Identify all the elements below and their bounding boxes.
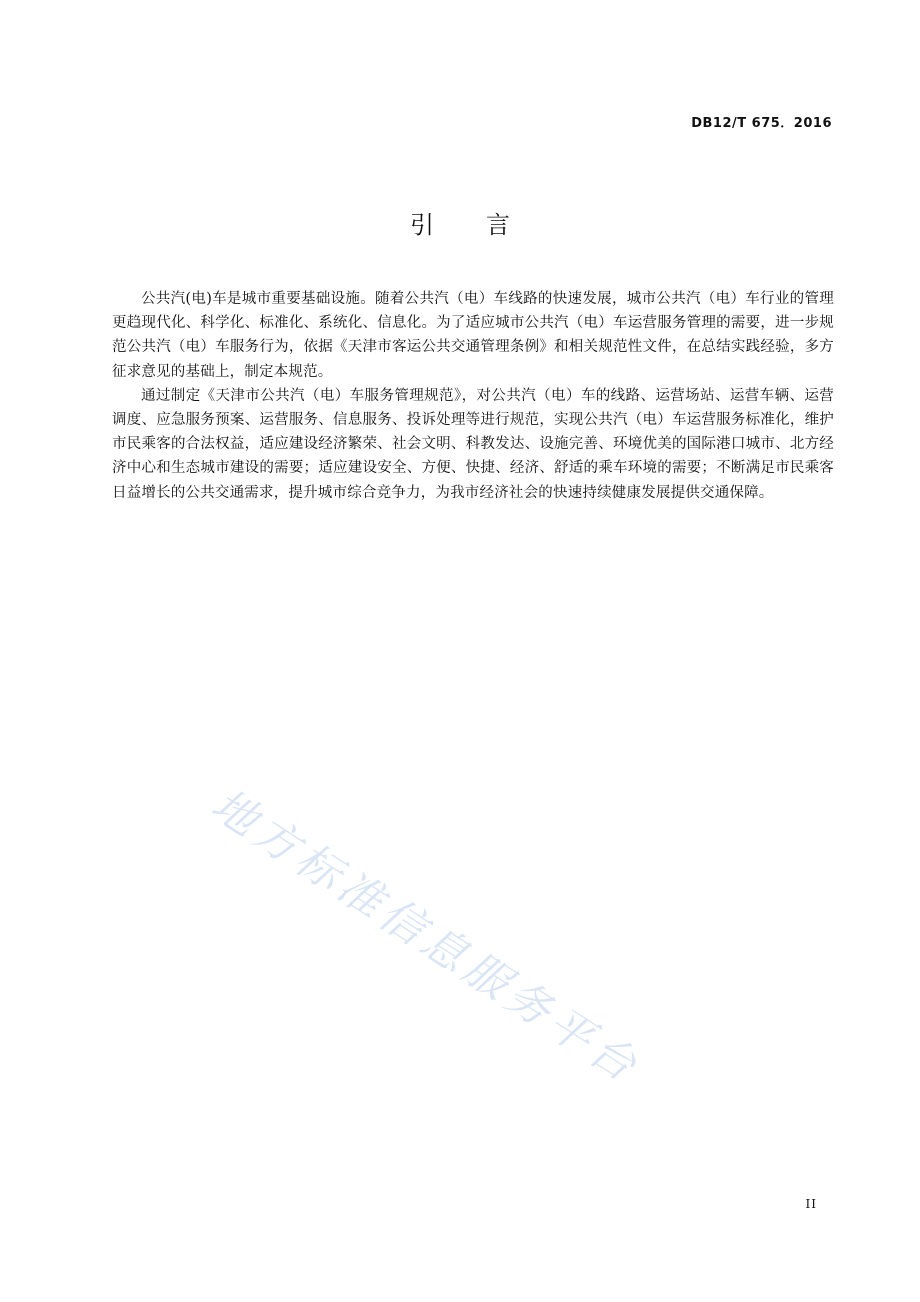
watermark-text: 地方标准信息服务平台 — [202, 779, 650, 1095]
paragraph-1: 公共汽(电)车是城市重要基础设施。随着公共汽（电）车线路的快速发展，城市公共汽（电）车行业的管理更趋现代化、科学化、标准化、系统化、信息化。为了适应城市公共汽（电）车运营服务管理的需要，进一步规范公共汽（电）车服务行为，依据《天津市客运公共交通管理条例》和相关规范性文件，在总结实践经验，多方征求意见的基础上，制定本规范。 — [112, 291, 834, 380]
standard-code: DB12/T 675．2016 — [691, 116, 832, 131]
page-number: II — [805, 1197, 817, 1211]
introduction-body — [112, 287, 834, 505]
section-title: 引言 — [410, 211, 562, 239]
paragraph-2: 通过制定《天津市公共汽（电）车服务管理规范》，对公共汽（电）车的线路、运营场站、运营车辆、运营调度、应急服务预案、运营服务、信息服务、投诉处理等进行规范，实现公共汽（电）车运营服务标准化，维护市民乘客的合法权益，适应建设经济繁荣、社会文明、科教发达、设施完善、环境优美的国际港口城市、北方经济中心和生态城市建设的需要；适应建设安全、方便、快捷、经济、舒适的乘车环境的需要；不断满足市民乘客日益增长的公共交通需求，提升城市综合竞争力，为我市经济社会的快速持续健康发展提供交通保障。 — [112, 387, 834, 501]
